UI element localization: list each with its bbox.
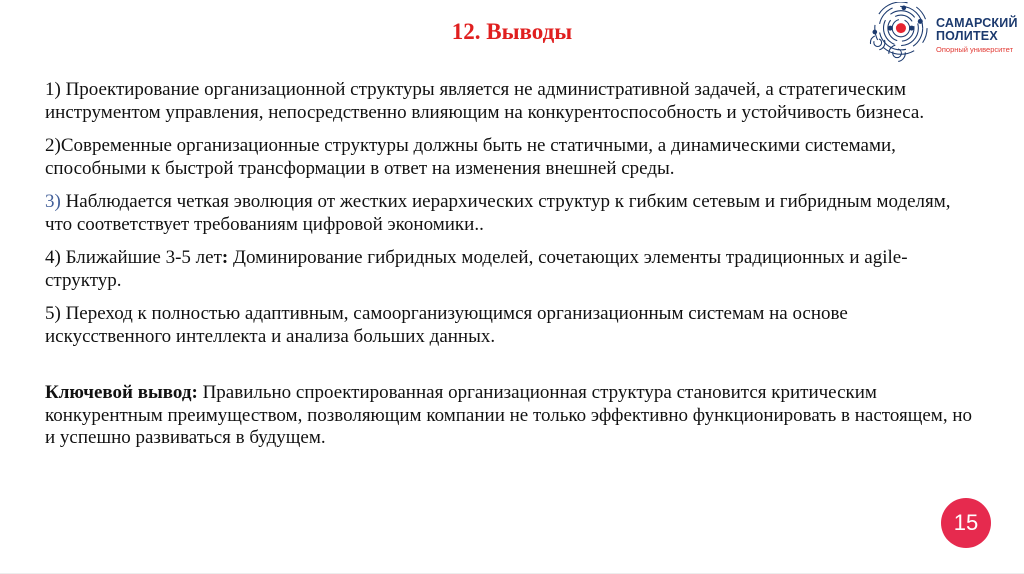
item-3-text: Наблюдается четкая эволюция от жестких иерархических структур к гибким сетевым и гибридным моделям, что соответствует требованиям цифровой экономики.. bbox=[45, 191, 951, 235]
conclusion-item-2 bbox=[45, 135, 975, 180]
slide-body bbox=[45, 79, 975, 461]
conclusion-item-3 bbox=[45, 191, 975, 236]
key-conclusion-text: Правильно спроектированная организационная структура становится критическим конкурентным преимуществом, позволяющим компании не только эффективно функционировать в настоящем, но и успешно развиваться в будущем. bbox=[45, 382, 972, 448]
slide-title: 12. Выводы bbox=[451, 19, 573, 44]
item-4-text: Доминирование гибридных моделей, сочетающих элементы традиционных и agile-структур. bbox=[45, 247, 908, 291]
conclusion-item-1 bbox=[45, 79, 975, 124]
university-subtitle: Опорный университет bbox=[936, 44, 1014, 54]
key-conclusion bbox=[45, 382, 975, 450]
conclusion-item-5 bbox=[45, 303, 975, 348]
item-2-number: 2) bbox=[45, 135, 61, 156]
university-logo-icon bbox=[864, 2, 934, 67]
item-4-number: 4) bbox=[45, 247, 66, 268]
item-4-colon: : bbox=[221, 247, 229, 268]
item-1-number: 1) bbox=[45, 79, 66, 100]
conclusion-item-4 bbox=[45, 247, 975, 292]
item-4-lead: Ближайшие 3-5 лет bbox=[65, 247, 222, 268]
item-5-number: 5) bbox=[45, 303, 66, 324]
key-conclusion-label: Ключевой вывод: bbox=[45, 382, 198, 403]
university-logo bbox=[864, 2, 1020, 66]
university-name-line1: САМАРСКИЙ bbox=[936, 15, 1018, 30]
item-3-number: 3) bbox=[45, 191, 66, 212]
university-logo-text bbox=[936, 15, 1018, 54]
page-number-badge: 15 bbox=[941, 498, 991, 548]
university-name-line2: ПОЛИТЕХ bbox=[936, 28, 998, 43]
item-5-text: Переход к полностью адаптивным, самоорганизующимся организационным системам на основе искусственного интеллекта и анализа больших данных. bbox=[45, 303, 848, 347]
item-2-text: Современные организационные структуры должны быть не статичными, а динамическими системами, способными к быстрой трансформации в ответ на изменения внешней среды. bbox=[45, 135, 896, 179]
item-1-text: Проектирование организационной структуры является не административной задачей, а стратегическим инструментом управления, непосредственно влияющим на конкурентоспособность и устойчивость бизнеса. bbox=[45, 79, 925, 123]
